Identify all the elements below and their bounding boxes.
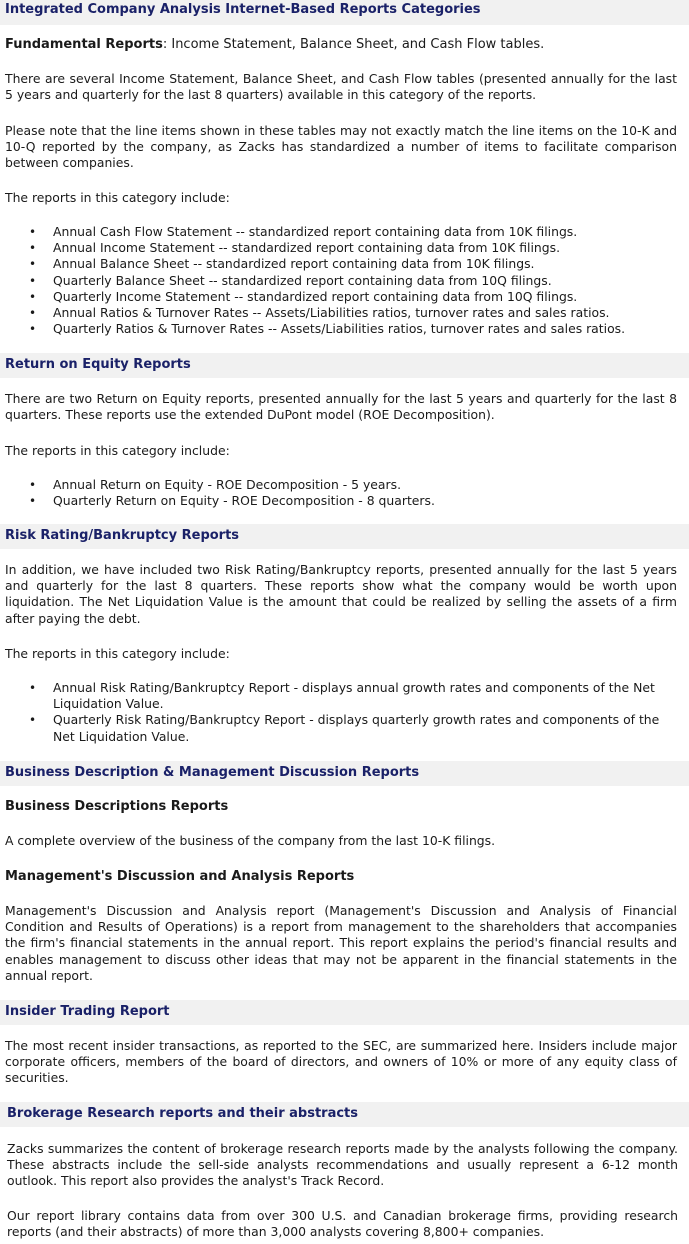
fundamental-lead [5, 37, 677, 53]
list-item-text: Annual Risk Rating/Bankruptcy Report - displays annual growth rates and components of the Net Liquidation Value. [53, 680, 655, 712]
list-item [0, 224, 684, 240]
bullet-icon: • [29, 273, 37, 288]
risk-heading: Risk Rating/Bankruptcy Reports [5, 528, 240, 543]
brokerage-paragraph-2: Our report library contains data from over 300 U.S. and Canadian brokerage firms, providing research reports (and their abstracts) of more than 3,000 analysts covering 8,800+ companies. [7, 1208, 678, 1240]
fundamental-list-intro: The reports in this category include: [5, 190, 230, 205]
list-item-text: Annual Ratios & Turnover Rates -- Assets/Liabilities ratios, turnover rates and sales ratios. [53, 305, 610, 321]
list-item-text: Quarterly Return on Equity - ROE Decomposition - 8 quarters. [53, 493, 435, 509]
bullet-icon: • [29, 225, 37, 239]
business-heading: Business Description & Management Discussion Reports [5, 765, 420, 780]
list-item [0, 273, 684, 289]
fundamental-report-list [0, 224, 684, 337]
list-item-text: Annual Cash Flow Statement -- standardized report containing data from 10K filings. [53, 224, 578, 239]
list-item [0, 477, 684, 493]
list-item-text: Quarterly Balance Sheet -- standardized report containing data from 10Q filings. [53, 272, 552, 288]
risk-paragraph: In addition, we have included two Risk Rating/Bankruptcy reports, presented annually for the last 5 years and quarterly for the last 8 quarters. These reports show what the company would be worth upon liquidation. The Net Liquidation Value is the amount that could be realized by selling the assets of a firm after paying the debt. [5, 562, 677, 626]
list-item [0, 240, 684, 256]
brokerage-paragraph-1: Zacks summarizes the content of brokerage research reports made by the analysts following the company. These abstracts include the sell-side analysts recommendations and usually represent a 6-12 month outlook. This report also provides the analyst's Track Record. [7, 1141, 678, 1189]
bullet-icon: • [29, 306, 37, 321]
fundamental-paragraph-2: Please note that the line items shown in these tables may not exactly match the line items on the 10-K and 10-Q reported by the company, as Zacks has standardized a number of items to facilitate comparison between companies. [5, 123, 677, 171]
list-item [0, 321, 684, 337]
list-item-text: Annual Balance Sheet -- standardized report containing data from 10K filings. [53, 256, 535, 272]
list-item [0, 712, 684, 744]
risk-report-list [0, 680, 684, 745]
fundamental-paragraph-1: There are several Income Statement, Balance Sheet, and Cash Flow tables (presented annually for the last 5 years and quarterly for the last 8 quarters) available in this category of the reports. [5, 71, 677, 103]
roe-heading: Return on Equity Reports [5, 357, 191, 372]
list-item-text: Annual Return on Equity - ROE Decomposition - 5 years. [53, 477, 402, 492]
list-item [0, 256, 684, 272]
brokerage-heading: Brokerage Research reports and their abstracts [7, 1106, 359, 1121]
bullet-icon: • [29, 257, 37, 272]
fundamental-lead-text: : Income Statement, Balance Sheet, and Cash Flow tables. [162, 37, 545, 52]
mda-subheading: Management's Discussion and Analysis Reports [5, 869, 355, 884]
bullet-icon: • [29, 681, 37, 695]
insider-heading: Insider Trading Report [5, 1004, 170, 1019]
bullet-icon: • [29, 494, 37, 509]
business-descriptions-subheading: Business Descriptions Reports [5, 799, 229, 814]
roe-paragraph: There are two Return on Equity reports, presented annually for the last 5 years and quarterly for the last 8 quarters. These reports use the extended DuPont model (ROE Decomposition). [5, 391, 677, 423]
bullet-icon: • [29, 289, 37, 304]
bullet-icon: • [29, 322, 37, 337]
bullet-icon: • [29, 713, 37, 728]
business-descriptions-paragraph: A complete overview of the business of the company from the last 10-K filings. [5, 833, 496, 848]
list-item-text: Quarterly Risk Rating/Bankruptcy Report - displays quarterly growth rates and components of the Net Liquidation Value. [53, 712, 660, 744]
mda-paragraph: Management's Discussion and Analysis report (Management's Discussion and Analysis of Financial Condition and Results of Operations) is a report from management to the shareholders that accompanies the firm's financial statements in the annual report. This report explains the period's financial results and enables management to discuss other ideas that may not be apparent in the financial statements in the annual report. [5, 903, 677, 983]
bullet-icon: • [29, 241, 37, 256]
list-item [0, 305, 684, 321]
insider-paragraph: The most recent insider transactions, as reported to the SEC, are summarized here. Insiders include major corporate officers, members of the board of directors, and owners of 10% or more of any equity class of securities. [5, 1038, 677, 1086]
list-item-text: Quarterly Income Statement -- standardized report containing data from 10Q filings. [53, 288, 578, 304]
list-item-text: Annual Income Statement -- standardized report containing data from 10K filings. [53, 240, 561, 256]
risk-list-intro: The reports in this category include: [5, 646, 230, 661]
list-item [0, 289, 684, 305]
list-item [0, 493, 684, 509]
list-item [0, 680, 684, 712]
fundamental-lead-label: Fundamental Reports [5, 37, 163, 52]
bullet-icon: • [29, 478, 37, 492]
roe-report-list [0, 477, 684, 509]
page-title: Integrated Company Analysis Internet-Based Reports Categories [5, 2, 481, 17]
roe-list-intro: The reports in this category include: [5, 443, 230, 458]
list-item-text: Quarterly Ratios & Turnover Rates -- Assets/Liabilities ratios, turnover rates and sales ratios. [53, 321, 626, 337]
